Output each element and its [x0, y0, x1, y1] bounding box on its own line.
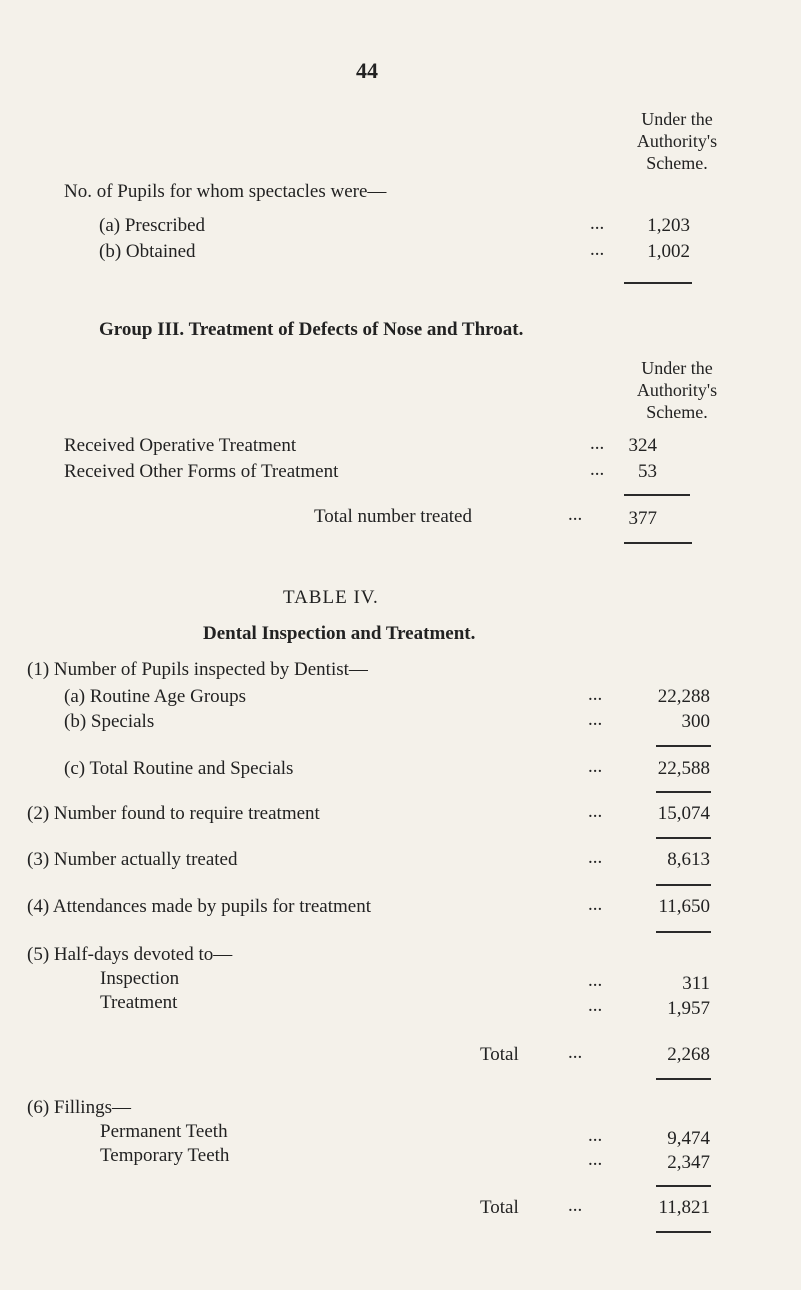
- total-value: 2,268: [667, 1044, 710, 1065]
- leader-dots: ...: [588, 894, 603, 915]
- rule: [656, 837, 711, 839]
- row-value: 300: [681, 711, 710, 732]
- row-value: 324: [628, 435, 657, 456]
- leader-dots: ...: [588, 756, 603, 777]
- leader-dots: ...: [590, 239, 605, 260]
- table-subtitle: Dental Inspection and Treatment.: [203, 623, 476, 644]
- column-header-line: Under the: [641, 358, 713, 378]
- column-header-line: Authority's: [636, 131, 718, 151]
- leader-dots: ...: [568, 504, 583, 525]
- row-value: 1,203: [647, 215, 690, 236]
- rule: [656, 931, 711, 933]
- item-label: (4) Attendances made by pupils for treatment: [27, 896, 372, 917]
- leader-dots: ...: [590, 459, 605, 480]
- column-header: [597, 108, 757, 174]
- leader-dots: ...: [590, 433, 605, 454]
- leader-dots: ...: [568, 1195, 583, 1216]
- row-value: 2,347: [667, 1152, 710, 1173]
- item-label: (3) Number actually treated: [27, 849, 238, 870]
- row-label: (b) Specials: [64, 711, 155, 732]
- rule: [624, 282, 692, 284]
- rule: [624, 494, 690, 496]
- row-value: 1,957: [667, 998, 710, 1019]
- item-label: (1) Number of Pupils inspected by Dentist—: [27, 659, 368, 680]
- leader-dots: ...: [588, 995, 603, 1016]
- column-header-line: Authority's: [636, 380, 718, 400]
- row-label: Temporary Teeth: [100, 1145, 230, 1166]
- rule: [656, 1185, 711, 1187]
- leader-dots: ...: [588, 684, 603, 705]
- rule: [624, 542, 692, 544]
- spectacles-intro: No. of Pupils for whom spectacles were—: [64, 181, 387, 202]
- item-label: (2) Number found to require treatment: [27, 803, 320, 824]
- item-value: 11,650: [658, 896, 710, 917]
- column-header-line: Under the: [641, 109, 713, 129]
- total-value: 22,588: [657, 758, 710, 779]
- row-label: Received Other Forms of Treatment: [64, 461, 339, 482]
- total-label: (c) Total Routine and Specials: [64, 758, 294, 779]
- row-label: Permanent Teeth: [100, 1121, 228, 1142]
- item-label: (5) Half-days devoted to—: [27, 944, 233, 965]
- page-number: 44: [356, 58, 378, 83]
- rule: [656, 884, 711, 886]
- leader-dots: ...: [588, 1125, 603, 1146]
- item-value: 8,613: [667, 849, 710, 870]
- leader-dots: ...: [588, 709, 603, 730]
- item-label: (6) Fillings—: [27, 1097, 131, 1118]
- table-title: TABLE IV.: [283, 587, 379, 608]
- leader-dots: ...: [588, 1149, 603, 1170]
- total-value: 377: [628, 508, 657, 529]
- total-value: 11,821: [658, 1197, 710, 1218]
- row-label: (a) Prescribed: [99, 215, 206, 236]
- row-value: 9,474: [667, 1128, 710, 1149]
- leader-dots: ...: [588, 801, 603, 822]
- row-value: 53: [638, 461, 657, 482]
- section-title: Group III. Treatment of Defects of Nose and Throat.: [99, 319, 524, 340]
- total-label: Total: [480, 1197, 519, 1218]
- row-label: Inspection: [100, 968, 180, 989]
- leader-dots: ...: [568, 1042, 583, 1063]
- leader-dots: ...: [588, 970, 603, 991]
- rule: [656, 745, 711, 747]
- row-label: Treatment: [100, 992, 178, 1013]
- row-value: 22,288: [657, 686, 710, 707]
- column-header-line: Scheme.: [646, 153, 708, 173]
- row-value: 311: [682, 973, 710, 994]
- row-value: 1,002: [647, 241, 690, 262]
- leader-dots: ...: [588, 847, 603, 868]
- column-header-line: Scheme.: [646, 402, 708, 422]
- rule: [656, 791, 711, 793]
- rule: [656, 1078, 711, 1080]
- row-label: (b) Obtained: [99, 241, 196, 262]
- row-label: Received Operative Treatment: [64, 435, 297, 456]
- total-label: Total number treated: [314, 506, 472, 527]
- rule: [656, 1231, 711, 1233]
- item-value: 15,074: [657, 803, 710, 824]
- total-label: Total: [480, 1044, 519, 1065]
- leader-dots: ...: [590, 213, 605, 234]
- column-header: [597, 357, 757, 423]
- row-label: (a) Routine Age Groups: [64, 686, 247, 707]
